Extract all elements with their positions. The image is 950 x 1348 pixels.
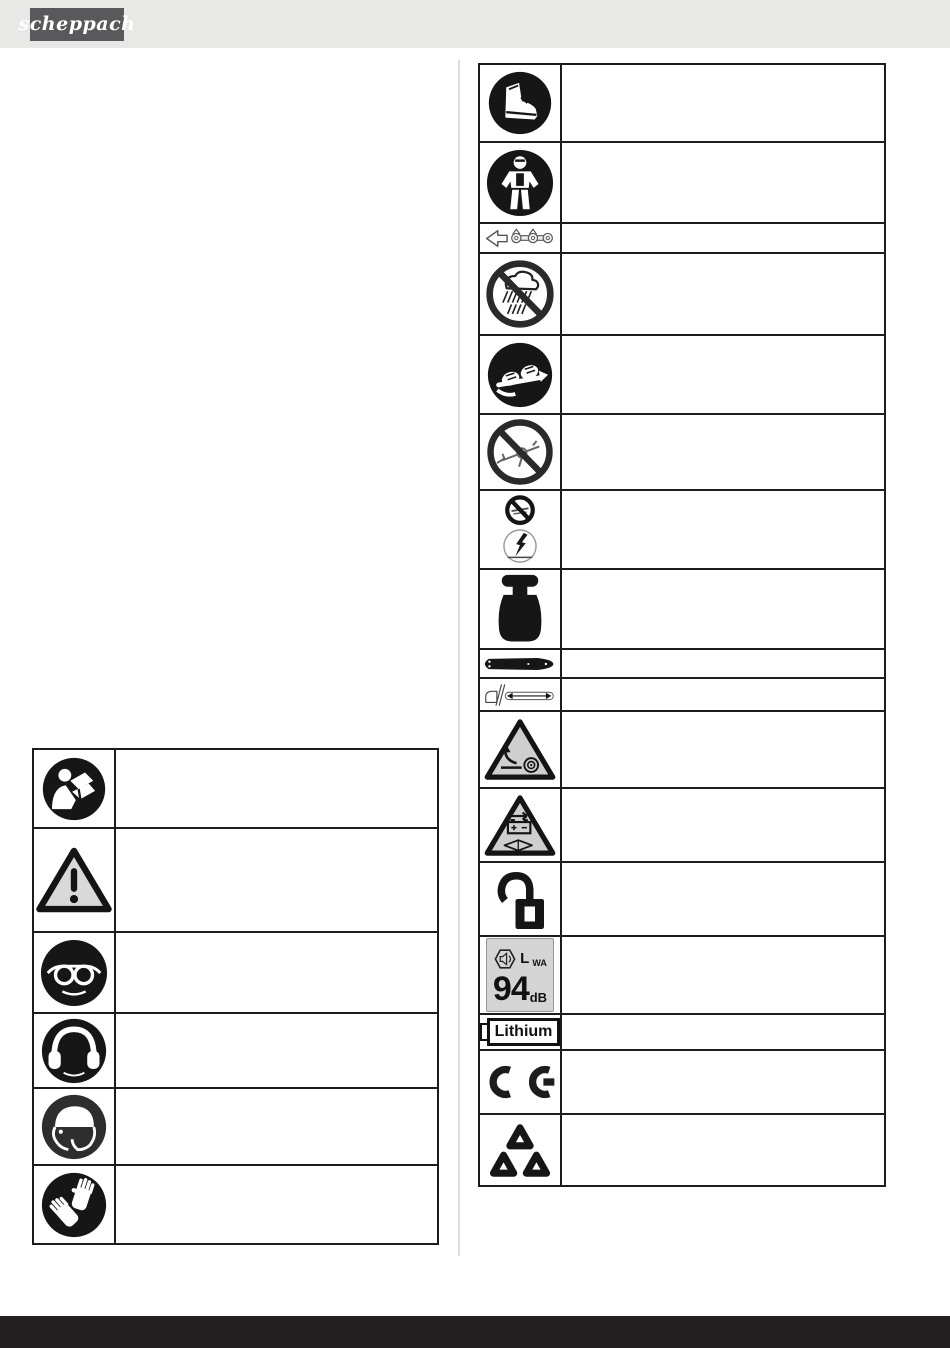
- symbol-description: [561, 223, 885, 253]
- table-row: [33, 1165, 438, 1244]
- table-row: [479, 788, 885, 862]
- column-divider: [458, 60, 460, 1256]
- table-row: [479, 678, 885, 711]
- chain-direction-icon: [480, 226, 560, 251]
- sound-power-level-icon: [480, 938, 560, 1012]
- symbol-description: [115, 1088, 438, 1165]
- left-symbol-table: [32, 748, 439, 1245]
- symbol-description: [561, 569, 885, 649]
- symbol-description: [561, 862, 885, 936]
- hand-protection-icon: [34, 1171, 114, 1239]
- guide-bar-icon: [480, 654, 560, 674]
- eye-protection-icon: [34, 938, 114, 1008]
- symbol-description: [561, 490, 885, 569]
- no-one-hand-operation-icon: [480, 417, 560, 487]
- logo-text: scheppach: [18, 13, 136, 35]
- table-row: [33, 1013, 438, 1088]
- lwa-label: L: [520, 950, 530, 968]
- table-row: [479, 1014, 885, 1050]
- table-row: [479, 490, 885, 569]
- right-symbol-table: [478, 63, 886, 1187]
- table-row: [479, 414, 885, 490]
- symbol-description: [561, 711, 885, 788]
- symbol-description: [115, 828, 438, 932]
- general-warning-icon: [34, 842, 114, 918]
- table-row: [479, 142, 885, 223]
- symbol-description: [561, 142, 885, 223]
- symbol-description: [561, 414, 885, 490]
- page-header-bar: [0, 0, 950, 48]
- table-row: [479, 1114, 885, 1186]
- lithium-label: Lithium: [487, 1018, 561, 1046]
- sound-level-value: 94: [492, 969, 529, 1008]
- head-protection-icon: [34, 1093, 114, 1161]
- lwa-subscript: WA: [532, 957, 547, 968]
- table-row: [33, 828, 438, 932]
- page-footer-bar: [0, 1316, 950, 1348]
- symbol-description: [561, 1014, 885, 1050]
- symbol-description: [561, 649, 885, 678]
- table-row: [479, 862, 885, 936]
- table-row: [33, 1088, 438, 1165]
- speaker-icon: [493, 947, 517, 971]
- table-row: [479, 223, 885, 253]
- chain-oil-icon: [480, 573, 560, 646]
- symbol-description: [115, 1013, 438, 1088]
- symbol-description: [115, 749, 438, 828]
- no-rain-icon: [480, 258, 560, 330]
- table-row: [479, 711, 885, 788]
- sound-level-unit: dB: [529, 990, 548, 1006]
- table-row: [479, 1050, 885, 1114]
- table-row: [479, 936, 885, 1014]
- two-hand-operation-icon: [480, 341, 560, 409]
- remove-battery-warning-icon: [480, 791, 560, 860]
- table-row: [479, 335, 885, 414]
- symbol-description: [561, 1050, 885, 1114]
- scheppach-logo: [18, 8, 136, 41]
- ear-protection-icon: [34, 1017, 114, 1085]
- power-line-hazard-icon: [480, 494, 560, 566]
- symbol-description: [115, 1165, 438, 1244]
- table-row: [479, 569, 885, 649]
- symbol-description: [561, 936, 885, 1014]
- symbol-description: [561, 335, 885, 414]
- foot-protection-icon: [480, 70, 560, 136]
- recycling-icon: [480, 1120, 560, 1181]
- lithium-battery-icon: [480, 1018, 560, 1046]
- symbol-description: [115, 932, 438, 1013]
- symbol-description: [561, 1114, 885, 1186]
- open-lock-icon: [480, 866, 560, 932]
- table-row: [33, 932, 438, 1013]
- table-row: [33, 749, 438, 828]
- ce-mark-icon: [480, 1065, 560, 1099]
- symbol-description: [561, 253, 885, 335]
- protective-clothing-icon: [480, 148, 560, 218]
- table-row: [479, 649, 885, 678]
- kickback-warning-icon: [480, 715, 560, 784]
- symbol-description: [561, 678, 885, 711]
- chain-sharpening-icon: [480, 682, 560, 708]
- table-row: [479, 253, 885, 335]
- symbol-description: [561, 788, 885, 862]
- symbol-description: [561, 64, 885, 142]
- table-row: [479, 64, 885, 142]
- battery-terminal: [480, 1023, 487, 1041]
- read-manual-icon: [34, 756, 114, 822]
